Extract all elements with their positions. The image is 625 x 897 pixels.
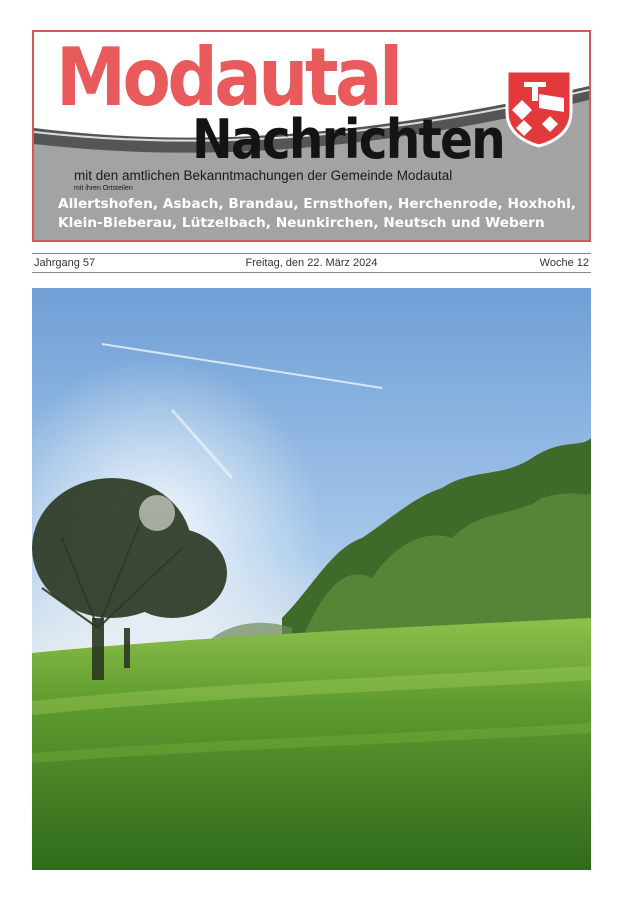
tagline: mit den amtlichen Bekanntmachungen der Gemeinde Modautal xyxy=(74,168,453,183)
issue-date: Freitag, den 22. März 2024 xyxy=(245,257,378,269)
title-nachrichten: Nachrichten xyxy=(192,108,504,171)
crest-icon xyxy=(504,68,574,148)
volume-label: Jahrgang 57 xyxy=(34,257,96,269)
masthead xyxy=(32,30,591,242)
subtagline: mit ihren Ortsteilen xyxy=(74,185,133,192)
title-modautal: Modautal xyxy=(56,31,400,124)
week-label: Woche 12 xyxy=(539,257,589,269)
cover-photo xyxy=(32,288,591,870)
districts-list: Allertshofen, Asbach, Brandau, Ernsthofen, Herchenrode, Hoxhohl, Klein-Bieberau, Lützelbach, Neunkirchen, Neutsch und Webern xyxy=(58,196,576,231)
issue-info-bar xyxy=(32,253,591,273)
